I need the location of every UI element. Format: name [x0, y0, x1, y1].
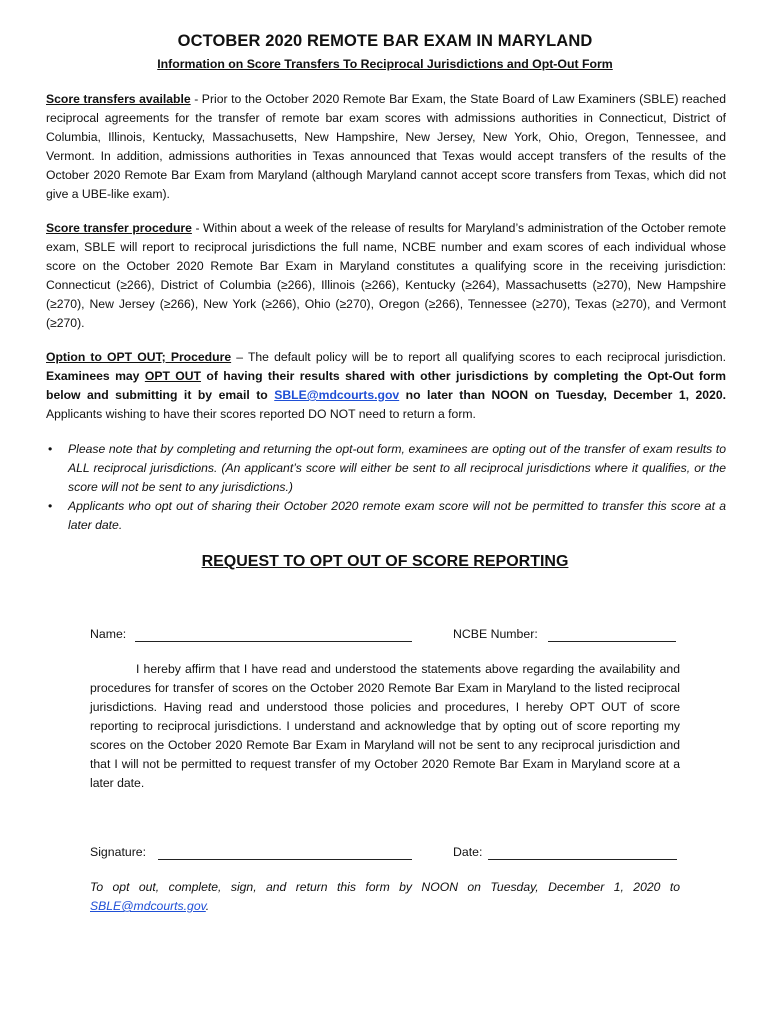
opt-out-paragraph	[46, 348, 726, 424]
name-label: Name:	[90, 627, 127, 641]
bullet-icon: •	[48, 442, 53, 456]
opt-out-bold-2: of having their results shared with other jurisdictions by completing the Opt-Out form below and submitting it by email to	[46, 369, 726, 402]
bullet-icon: •	[48, 499, 53, 513]
ncbe-number-label: NCBE Number:	[453, 627, 538, 641]
closing-instructions	[90, 878, 680, 916]
date-field[interactable]	[488, 859, 677, 860]
document-title: OCTOBER 2020 REMOTE BAR EXAM IN MARYLAND	[177, 32, 593, 50]
opt-out-text-1: – The default policy will be to report all qualifying scores to each reciprocal jurisdiction.	[231, 350, 726, 364]
opt-out-bold-1: Examinees may	[46, 369, 145, 383]
note-text: Applicants who opt out of sharing their October 2020 remote exam score will not be permitted to transfer this score at a later date.	[68, 499, 726, 532]
request-title: REQUEST TO OPT OUT OF SCORE REPORTING	[201, 553, 569, 570]
closing-email-link[interactable]: SBLE@mdcourts.gov	[90, 899, 206, 913]
note-text: Please note that by completing and returning the opt-out form, examinees are opting out of the transfer of exam results to ALL reciprocal jurisdictions. (An applicant’s score will either be sent to all reciprocal jurisdictions where it qualifies, or the score will not be sent to any jurisdictions.)	[68, 442, 726, 494]
opt-out-text-2: Applicants wishing to have their scores reported DO NOT need to return a form.	[46, 407, 476, 421]
score-transfers-heading: Score transfers available	[46, 92, 191, 106]
opt-out-deadline: no later than NOON on Tuesday, December 1, 2020.	[399, 388, 726, 402]
signature-field[interactable]	[158, 859, 412, 860]
transfer-procedure-heading: Score transfer procedure	[46, 221, 192, 235]
ncbe-number-field[interactable]	[548, 641, 676, 642]
score-transfers-paragraph	[46, 90, 726, 204]
name-field[interactable]	[135, 641, 412, 642]
list-item	[46, 440, 726, 497]
affirmation-paragraph: I hereby affirm that I have read and understood the statements above regarding the availability and procedures for transfer of scores on the October 2020 Remote Bar Exam in Maryland to the listed reciprocal jurisdictions. Having read and understood those policies and procedures, I hereby OPT OUT of score reporting to reciprocal jurisdictions. I understand and acknowledge that by opting out of score reporting my scores on the October 2020 Remote Bar Exam in Maryland will not be sent to any reciprocal jurisdiction and that I will not be permitted to request transfer of my October 2020 Remote Bar Exam in Maryland score at a later date.	[90, 662, 680, 790]
opt-out-heading: Option to OPT OUT; Procedure	[46, 350, 232, 364]
notes-list	[46, 440, 726, 535]
document-subtitle: Information on Score Transfers To Reciprocal Jurisdictions and Opt-Out Form	[157, 57, 613, 71]
transfer-procedure-paragraph	[46, 219, 726, 333]
date-label: Date:	[453, 845, 483, 859]
email-link[interactable]: SBLE@mdcourts.gov	[274, 388, 400, 402]
signature-label: Signature:	[90, 845, 147, 859]
transfer-procedure-text: - Within about a week of the release of results for Maryland’s administration of the October remote exam, SBLE will report to reciprocal jurisdictions the full name, NCBE number and exam scores of each individual whose score on the October 2020 Remote Bar Exam in Maryland constitutes a qualifying score in the receiving jurisdiction: Connecticut (≥266), District of Columbia (≥266), Illinois (≥266), Kentucky (≥264), Massachusetts (≥270), New Hampshire (≥270), New Jersey (≥266), New York (≥266), Ohio (≥270), Oregon (≥266), Tennessee (≥270), Texas (≥270), and Vermont (≥270).	[46, 221, 726, 330]
closing-text: To opt out, complete, sign, and return this form by NOON on Tuesday, December 1, 2020 to	[90, 880, 680, 894]
closing-period: .	[205, 899, 210, 913]
opt-out-emphasis: OPT OUT	[144, 369, 202, 383]
list-item	[46, 497, 726, 535]
score-transfers-text: - Prior to the October 2020 Remote Bar Exam, the State Board of Law Examiners (SBLE) reached reciprocal agreements for the transfer of remote bar exam scores with admissions authorities in Connecticut, District of Columbia, Illinois, Kentucky, Massachusetts, New Hampshire, New Jersey, New York, Ohio, Oregon, Tennessee, and Vermont. In addition, admissions authorities in Texas announced that Texas would accept transfers of the results of the October 2020 Remote Bar Exam from Maryland (although Maryland cannot accept score transfers from Texas, which did not give a UBE-like exam).	[46, 92, 726, 201]
